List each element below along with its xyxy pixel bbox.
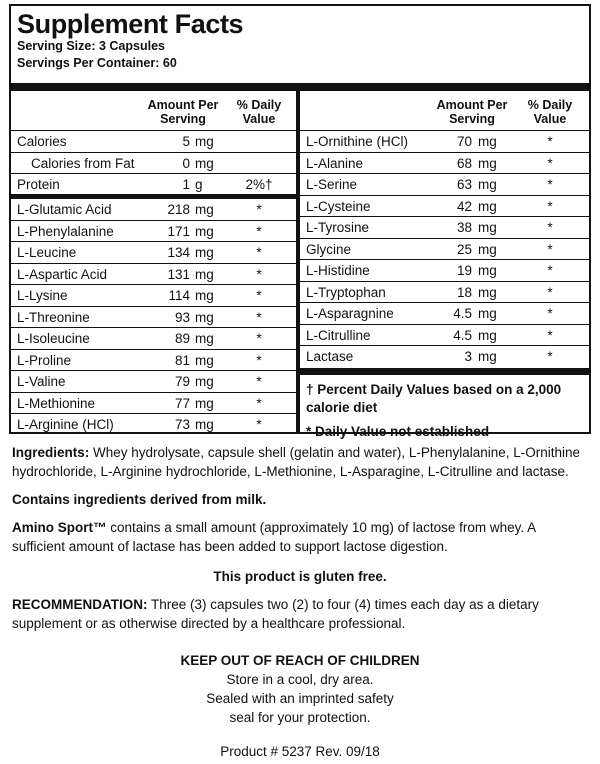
nutrient-unit: mg bbox=[478, 349, 497, 364]
nutrient-amount: 38 bbox=[456, 220, 472, 235]
nutrient-unit: mg bbox=[195, 309, 214, 325]
nutrient-row bbox=[300, 303, 589, 325]
nutrient-row bbox=[11, 174, 296, 199]
nutrient-amount: 81 bbox=[174, 352, 190, 368]
nutrient-name: L-Tyrosine bbox=[306, 220, 370, 235]
nutrient-name: L-Aspartic Acid bbox=[17, 266, 108, 282]
nutrient-unit: mg bbox=[478, 177, 497, 192]
nutrient-name: L-Tryptophan bbox=[306, 284, 386, 300]
gluten-free-text: This product is gluten free. bbox=[213, 569, 387, 584]
supplement-facts-panel bbox=[9, 4, 591, 439]
nutrient-row bbox=[11, 285, 296, 307]
nutrient-row bbox=[300, 196, 589, 218]
storage-line: Sealed with an imprinted safety bbox=[206, 691, 394, 706]
product-info: Product # 5237 Rev. 09/18 bbox=[220, 744, 380, 759]
column-header bbox=[11, 91, 296, 131]
nutrient-unit: mg bbox=[478, 327, 497, 343]
ingredients-label: Ingredients: bbox=[12, 445, 90, 460]
daily-value-header: % Daily Value bbox=[527, 98, 573, 126]
storage-line: Store in a cool, dry area. bbox=[226, 672, 374, 687]
nutrient-daily-value: * bbox=[256, 352, 262, 368]
recommendation-text: Three (3) capsules two (2) to four (4) times each day as a dietary supplement or as otherwise directed by a healthcare professional. bbox=[12, 597, 539, 631]
nutrient-unit: mg bbox=[195, 352, 214, 368]
nutrient-amount: 79 bbox=[174, 374, 190, 389]
nutrient-daily-value: * bbox=[547, 263, 553, 278]
nutrient-name: L-Lysine bbox=[17, 288, 68, 303]
nutrient-unit: mg bbox=[195, 202, 214, 217]
nutrient-amount: 1 bbox=[182, 177, 190, 192]
nutrient-amount: 25 bbox=[456, 241, 472, 257]
nutrient-name: Calories bbox=[17, 134, 67, 149]
nutrient-daily-value: * bbox=[547, 327, 553, 343]
nutrient-row bbox=[11, 414, 296, 436]
footnote-percent: † Percent Daily Values based on a 2,000 calorie diet bbox=[306, 381, 562, 415]
warning-block bbox=[0, 651, 600, 727]
nutrient-daily-value: * bbox=[256, 288, 262, 303]
nutrient-row bbox=[300, 217, 589, 239]
nutrient-name: L-Proline bbox=[17, 352, 72, 368]
nutrient-name: L-Asparagnine bbox=[306, 306, 394, 321]
nutrient-unit: mg bbox=[478, 241, 497, 257]
nutrient-unit: mg bbox=[478, 134, 497, 149]
nutrient-unit: mg bbox=[195, 288, 214, 303]
nutrient-amount: 0 bbox=[182, 155, 190, 171]
nutrient-name: L-Methionine bbox=[17, 395, 96, 411]
nutrient-amount: 77 bbox=[174, 395, 190, 411]
nutrient-row bbox=[11, 242, 296, 264]
nutrient-daily-value: * bbox=[547, 306, 553, 321]
nutrient-amount: 63 bbox=[456, 177, 472, 192]
nutrient-daily-value: * bbox=[547, 284, 553, 300]
nutrient-amount: 218 bbox=[167, 202, 190, 217]
amount-header: Amount Per Serving bbox=[147, 98, 219, 126]
nutrient-daily-value: * bbox=[547, 198, 553, 214]
amino-sport-text: contains a small amount (approximately 10 mg) of lactose from whey. A sufficient amount of lactase has been added to support lactose digestion. bbox=[12, 520, 536, 554]
nutrient-unit: mg bbox=[478, 198, 497, 214]
nutrient-daily-value: 2%† bbox=[245, 177, 273, 192]
nutrient-name: Calories from Fat bbox=[31, 155, 135, 171]
nutrient-daily-value: * bbox=[256, 417, 262, 432]
nutrient-name: L-Arginine (HCl) bbox=[17, 417, 114, 432]
nutrient-daily-value: * bbox=[256, 223, 262, 239]
column-header bbox=[300, 91, 589, 131]
nutrient-name: L-Ornithine (HCl) bbox=[306, 134, 409, 149]
nutrient-unit: g bbox=[195, 177, 203, 192]
nutrient-unit: mg bbox=[478, 220, 497, 235]
nutrient-amount: 4.5 bbox=[453, 327, 472, 343]
gluten-free-notice bbox=[0, 567, 600, 586]
footnote-separator bbox=[300, 368, 589, 375]
storage-line: seal for your protection. bbox=[229, 710, 371, 725]
thick-separator bbox=[11, 83, 589, 91]
milk-notice-text: Contains ingredients derived from milk. bbox=[12, 492, 267, 507]
nutrient-amount: 89 bbox=[174, 331, 190, 346]
recommendation-label: RECOMMENDATION: bbox=[12, 597, 148, 612]
nutrient-row bbox=[11, 199, 296, 221]
footnote-daily-value: * Daily Value not established bbox=[306, 423, 490, 439]
nutrient-unit: mg bbox=[478, 155, 497, 171]
nutrient-unit: mg bbox=[195, 331, 214, 346]
nutrient-daily-value: * bbox=[256, 374, 262, 389]
nutrient-daily-value: * bbox=[256, 245, 262, 260]
nutrient-name: L-Citrulline bbox=[306, 327, 371, 343]
nutrient-amount: 70 bbox=[456, 134, 472, 149]
nutrient-daily-value: * bbox=[256, 266, 262, 282]
nutrient-row bbox=[300, 239, 589, 261]
nutrient-daily-value: * bbox=[547, 134, 553, 149]
nutrient-row bbox=[11, 328, 296, 350]
nutrient-unit: mg bbox=[195, 266, 214, 282]
nutrient-daily-value: * bbox=[547, 349, 553, 364]
nutrient-daily-value: * bbox=[547, 220, 553, 235]
nutrient-row bbox=[300, 346, 589, 368]
nutrient-unit: mg bbox=[195, 374, 214, 389]
daily-value-header: % Daily Value bbox=[236, 98, 282, 126]
amino-sport-label: Amino Sport™ bbox=[12, 520, 107, 535]
nutrient-amount: 93 bbox=[174, 309, 190, 325]
nutrient-row bbox=[300, 260, 589, 282]
nutrient-amount: 171 bbox=[167, 223, 190, 239]
nutrient-unit: mg bbox=[195, 134, 214, 149]
nutrient-amount: 68 bbox=[456, 155, 472, 171]
nutrient-daily-value: * bbox=[547, 177, 553, 192]
nutrient-row bbox=[11, 264, 296, 286]
nutrient-daily-value: * bbox=[256, 202, 262, 217]
nutrient-unit: mg bbox=[195, 155, 214, 171]
nutrient-amount: 42 bbox=[456, 198, 472, 214]
nutrient-row bbox=[11, 371, 296, 393]
nutrient-daily-value: * bbox=[256, 395, 262, 411]
nutrient-name: L-Histidine bbox=[306, 263, 370, 278]
nutrient-name: L-Phenylalanine bbox=[17, 223, 114, 239]
nutrient-amount: 5 bbox=[182, 134, 190, 149]
nutrient-row bbox=[11, 307, 296, 329]
nutrient-name: Lactase bbox=[306, 349, 354, 364]
nutrient-daily-value: * bbox=[547, 155, 553, 171]
nutrient-daily-value: * bbox=[256, 309, 262, 325]
nutrient-name: L-Glutamic Acid bbox=[17, 202, 112, 217]
nutrient-name: L-Threonine bbox=[17, 309, 90, 325]
nutrient-row bbox=[300, 325, 589, 347]
nutrient-name: L-Alanine bbox=[306, 155, 364, 171]
nutrient-name: L-Leucine bbox=[17, 245, 77, 260]
nutrient-unit: mg bbox=[195, 223, 214, 239]
nutrient-row bbox=[11, 393, 296, 415]
panel-title: Supplement Facts bbox=[17, 9, 244, 39]
ingredients-text: Whey hydrolysate, capsule shell (gelatin and water), L-Phenylalanine, L-Ornithine hydrochloride, L-Arginine hydrochloride, L-Methionine, L-Asparagine, L-Citrulline and lactase. bbox=[12, 445, 581, 479]
nutrient-row bbox=[11, 153, 296, 175]
nutrient-name: L-Isoleucine bbox=[17, 331, 90, 346]
nutrient-unit: mg bbox=[195, 395, 214, 411]
nutrient-row bbox=[11, 350, 296, 372]
nutrient-amount: 19 bbox=[456, 263, 472, 278]
left-column bbox=[11, 91, 296, 432]
nutrient-amount: 3 bbox=[464, 349, 472, 364]
right-column bbox=[300, 91, 589, 439]
nutrient-unit: mg bbox=[478, 306, 497, 321]
nutrient-row bbox=[300, 153, 589, 175]
nutrient-amount: 18 bbox=[456, 284, 472, 300]
nutrient-unit: mg bbox=[478, 263, 497, 278]
nutrient-row bbox=[300, 282, 589, 304]
nutrient-row bbox=[300, 174, 589, 196]
nutrient-row bbox=[11, 221, 296, 243]
nutrient-name: L-Cysteine bbox=[306, 198, 371, 214]
amount-header: Amount Per Serving bbox=[436, 98, 508, 126]
keep-out-warning: KEEP OUT OF REACH OF CHILDREN bbox=[180, 653, 420, 668]
serving-size: Serving Size: 3 Capsules bbox=[17, 39, 165, 53]
nutrient-daily-value: * bbox=[256, 331, 262, 346]
right-rows bbox=[300, 131, 589, 368]
recommendation bbox=[12, 595, 590, 633]
nutrient-unit: mg bbox=[195, 245, 214, 260]
milk-notice bbox=[12, 490, 590, 509]
left-rows bbox=[11, 131, 296, 436]
amino-sport-notice bbox=[12, 518, 590, 556]
nutrient-row bbox=[11, 131, 296, 153]
nutrient-amount: 134 bbox=[167, 245, 190, 260]
servings-per-container: Servings Per Container: 60 bbox=[17, 56, 177, 70]
nutrient-name: L-Serine bbox=[306, 177, 358, 192]
nutrient-unit: mg bbox=[478, 284, 497, 300]
nutrient-row bbox=[300, 131, 589, 153]
nutrient-name: Glycine bbox=[306, 241, 352, 257]
ingredients bbox=[12, 443, 590, 481]
nutrient-amount: 73 bbox=[174, 417, 190, 432]
nutrient-unit: mg bbox=[195, 417, 214, 432]
nutrient-name: L-Valine bbox=[17, 374, 66, 389]
nutrient-name: Protein bbox=[17, 177, 60, 192]
nutrient-amount: 131 bbox=[167, 266, 190, 282]
nutrient-amount: 114 bbox=[168, 288, 190, 303]
nutrient-amount: 4.5 bbox=[453, 306, 472, 321]
nutrient-daily-value: * bbox=[547, 241, 553, 257]
